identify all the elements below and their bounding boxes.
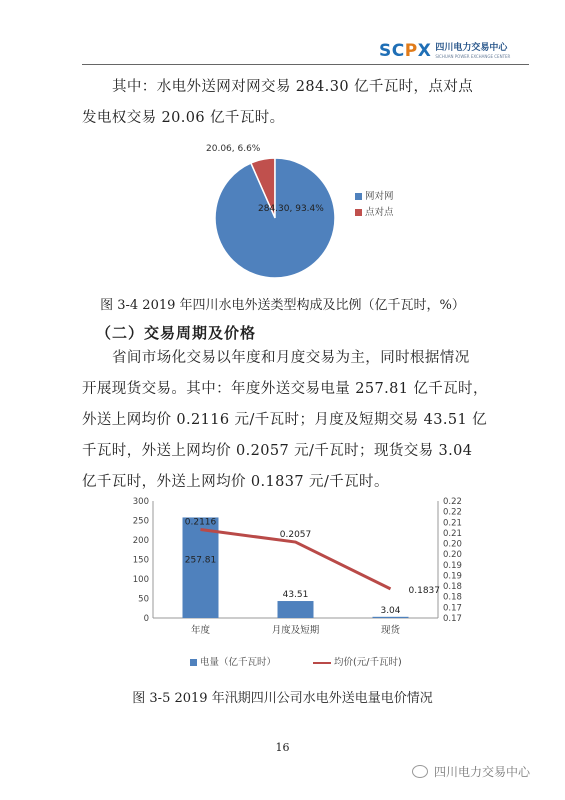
category-label: 年度 [190,625,211,636]
left-tick-label: 300 [132,497,149,507]
bar-value-label: 43.51 [282,590,309,601]
header-divider [82,64,529,65]
legend-swatch [355,209,362,216]
right-tick-label: 0.17 [443,614,462,624]
price-line [185,518,440,596]
page-number: 16 [275,741,290,754]
volume-bar [278,601,314,618]
bar-value-label: 3.04 [380,605,401,616]
paragraph-line: 千瓦时，外送上网均价 0.2057 元/千瓦时；现货交易 3.04 [82,443,473,459]
combo-caption: 图 3-5 2019 年汛期四川公司水电外送电量电价情况 [132,691,433,706]
left-tick-label: 0 [143,614,149,624]
pie-caption: 图 3-4 2019 年四川水电外送类型构成及比例（亿千瓦时，%） [100,298,465,313]
right-tick-label: 0.20 [443,539,462,550]
pie-chart [200,130,350,290]
watermark-text: 四川电力交易中心 [434,765,531,779]
category-label: 月度及短期 [271,625,320,636]
logo-mark: SCPX [379,41,432,61]
logo-english-name: SICHUAN POWER EXCHANGE CENTER [435,53,511,59]
pie-label-small: 20.06, 6.6% [206,144,261,154]
pie-slices [215,158,335,278]
category-labels [191,624,401,636]
volume-bar [373,617,409,618]
paragraph-line: 外送上网均价 0.2116 元/千瓦时；月度及短期交易 43.51 亿 [82,412,488,428]
paragraph-line: 亿千瓦时，外送上网均价 0.1837 元/千瓦时。 [82,474,389,490]
paragraph-line: 开展现货交易。其中：年度外送交易电量 257.81 亿千瓦时， [82,381,488,397]
legend-item-wangduiwang: 网对网 [355,188,394,202]
category-label: 现货 [380,625,401,636]
combo-legend [190,654,402,668]
left-tick-label: 100 [132,575,149,585]
left-tick-label: 50 [138,594,149,605]
legend-item-diandudian: 点对点 [355,204,394,218]
right-tick-label: 0.19 [443,560,462,571]
right-tick-label: 0.18 [443,582,462,593]
price-value-label: 0.2116 [184,517,217,528]
legend-item-volume: 电量（亿千瓦时） [190,657,276,668]
right-tick-label: 0.21 [443,528,462,539]
legend-item-price: 均价(元/千瓦时) [313,657,402,668]
intro-paragraph [82,72,530,134]
pie-slice-wangduiwang [215,158,335,278]
right-tick-label: 0.19 [443,571,462,582]
price-value-label: 0.1837 [408,585,440,596]
scpx-logo [379,40,529,62]
right-tick-label: 0.17 [443,603,462,614]
right-tick-label: 0.21 [443,518,462,529]
bar-value-label: 257.81 [184,555,217,566]
paragraph-line: 省间市场化交易以年度和月度交易为主，同时根据情况 [112,350,470,366]
body-paragraph [82,343,530,498]
combo-chart [120,490,480,675]
right-tick-label: 0.20 [443,550,462,561]
pie-label-large: 284.30, 93.4% [258,204,324,214]
right-axis [438,497,462,624]
left-tick-label: 200 [132,536,149,546]
wechat-watermark [412,763,530,780]
wechat-icon [412,765,428,778]
section-title: （二）交易周期及价格 [96,324,257,342]
left-tick-label: 150 [132,555,149,566]
legend-swatch [355,193,362,200]
legend-line-swatch [313,662,331,664]
logo-chinese-name: 四川电力交易中心 [435,42,508,53]
right-tick-label: 0.18 [443,592,462,603]
right-tick-label: 0.22 [443,497,462,507]
price-value-label: 0.2057 [279,530,312,541]
right-tick-label: 0.22 [443,507,462,518]
paragraph-line: 其中：水电外送网对网交易 284.30 亿千瓦时，点对点 [112,79,474,95]
legend-swatch [190,659,197,666]
pie-legend [355,188,394,218]
left-tick-label: 250 [132,516,149,527]
paragraph-line: 发电权交易 20.06 亿千瓦时。 [82,110,285,126]
